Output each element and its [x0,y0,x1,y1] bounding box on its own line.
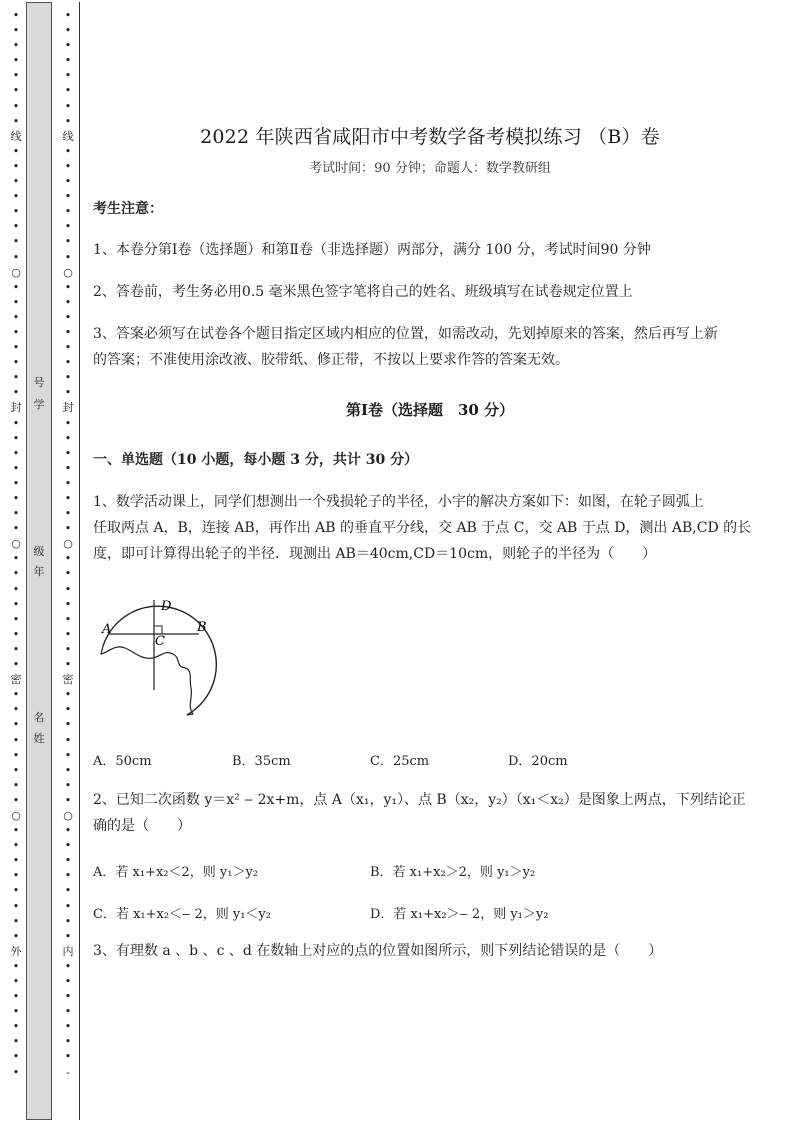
right-margin-mark-20: • [64,310,72,324]
right-margin-mark-22: • [64,341,72,355]
right-margin-mark-47: • [64,718,72,732]
notice-item-1: 1、本卷分第Ⅰ卷（选择题）和第Ⅱ卷（非选择题）两部分，满分 100 分，考试时间90 分钟 [93,242,651,258]
right-margin-mark-29: • [64,446,72,460]
q1-line-1: 1、数学活动课上，同学们想测出一个残损轮子的半径，小宇的解决方案如下：如图，在轮子圆弧上 [93,494,704,510]
right-margin-mark-49: • [64,748,72,762]
right-margin-dots [61,8,75,1118]
right-margin-mark-19: • [64,295,72,309]
right-margin-mark-42: • [64,642,72,656]
left-margin-mark-46: • [12,703,20,717]
right-margin-mark-14: • [64,220,72,234]
left-margin-mark-31: • [12,476,20,490]
right-margin-mark-6: • [64,99,72,113]
left-margin-mark-53: ○ [11,808,21,822]
right-margin-mark-27: • [64,416,72,430]
right-margin-mark-1: • [64,24,72,38]
left-margin-mark-39: • [12,597,20,611]
left-margin-mark-63: • [12,959,20,973]
left-margin-mark-3: • [12,54,20,68]
left-margin-mark-55: • [12,839,20,853]
left-margin-mark-41: • [12,627,20,641]
right-margin-mark-0: • [64,9,72,22]
left-margin-mark-9: • [12,144,20,158]
right-margin-mark-66: • [64,1005,72,1019]
right-angle-mark [154,626,162,634]
left-margin-mark-34: • [12,522,20,536]
left-margin-mark-32: • [12,492,20,505]
strip-label-nian: 年 [33,565,45,578]
right-margin-mark-56: • [64,854,72,868]
right-margin-mark-64: • [64,975,72,988]
left-margin-mark-62: 外 [10,944,22,958]
right-margin-mark-62: 内 [62,944,74,958]
left-margin-mark-23: • [12,356,20,370]
left-margin-mark-5: • [12,84,20,98]
left-margin-mark-33: • [12,507,20,521]
left-margin-mark-68: • [12,1035,20,1049]
left-margin-mark-13: • [12,205,20,219]
right-margin-mark-3: • [64,54,72,68]
left-margin-mark-43: • [12,658,20,672]
right-margin-mark-26: 封 [62,401,74,415]
broken-wheel-figure [95,598,225,723]
left-margin-mark-28: • [12,431,20,445]
right-margin-mark-9: • [64,144,72,158]
notice-heading: 考生注意： [93,201,163,217]
left-margin-mark-11: • [12,175,20,189]
left-margin-mark-44: 密 [10,673,22,687]
strip-label-hao: 号 [33,376,45,389]
left-margin-mark-25: • [12,386,20,400]
right-margin-mark-57: • [64,869,72,883]
notice-item-3-line-2: 的答案；不准使用涂改液、胶带纸、修正带，不按以上要求作答的答案无效。 [93,352,569,368]
left-margin-mark-48: • [12,733,20,747]
right-margin-mark-35: ○ [63,537,73,551]
left-margin-mark-21: • [12,325,20,339]
point-label-b: B [197,620,207,635]
left-margin-mark-14: • [12,220,20,234]
right-margin-mark-38: • [64,582,72,596]
left-margin-mark-59: • [12,899,20,913]
right-margin-mark-33: • [64,507,72,521]
left-margin-mark-49: • [12,748,20,762]
strip-label-ji: 级 [33,545,45,558]
left-margin-mark-2: • [12,39,20,53]
margin-divider-line [79,2,80,1120]
q2-option-c[interactable]: C．若 x₁+x₂＜‒ 2，则 y₁＜y₂ [93,907,271,922]
right-margin-mark-43: • [64,658,72,672]
right-margin-mark-25: • [64,386,72,400]
left-margin-mark-61: • [12,929,20,943]
right-margin-mark-59: • [64,899,72,913]
left-margin-mark-47: • [12,718,20,732]
left-margin-mark-69: • [12,1050,20,1064]
left-margin-mark-50: • [12,763,20,777]
right-margin-mark-5: • [64,84,72,98]
right-margin-mark-40: • [64,612,72,626]
q2-line-1: 2、已知二次函数 y＝x² ‒ 2x+m，点 A（x₁，y₁）、点 B（x₂，y₂）（x₁＜x₂）是图象上两点，下列结论正 [93,792,746,808]
right-margin-mark-32: • [64,492,72,505]
right-margin-mark-51: • [64,778,72,792]
left-margin-mark-4: • [12,69,20,83]
left-margin-mark-0: • [12,9,20,22]
right-margin-mark-37: • [64,567,72,581]
left-margin-mark-65: • [12,990,20,1004]
right-margin-mark-2: • [64,39,72,53]
strip-label-xue: 学 [33,398,45,411]
strip-label-ming: 名 [33,711,45,724]
right-margin-mark-31: • [64,476,72,490]
right-margin-mark-24: • [64,371,72,385]
right-margin-mark-45: • [64,688,72,702]
left-margin-mark-15: • [12,235,20,249]
q3-line-1: 3、有理数 a 、b 、c 、d 在数轴上对应的点的位置如图所示，则下列结论错误的是（ ） [93,943,663,959]
section-title: 第Ⅰ卷（选择题 30 分） [345,401,515,419]
exam-subtitle: 考试时间：90 分钟；命题人：数学教研组 [309,161,551,176]
left-margin-mark-51: • [12,778,20,792]
left-margin-mark-6: • [12,99,20,113]
q1-option-b[interactable]: B．35cm [232,754,291,769]
right-margin-mark-48: • [64,733,72,747]
q1-option-a[interactable]: A．50cm [93,754,152,769]
left-margin-mark-19: • [12,295,20,309]
left-margin-mark-52: • [12,793,20,807]
point-label-a: A [102,622,112,637]
right-margin-mark-65: • [64,990,72,1004]
left-margin-mark-16: • [12,250,20,264]
part-heading: 一、单选题（10 小题，每小题 3 分，共计 30 分） [93,452,419,468]
left-margin-mark-54: • [12,824,20,838]
right-margin-mark-39: • [64,597,72,611]
right-margin-mark-21: • [64,325,72,339]
right-margin-mark-30: • [64,461,72,475]
notice-item-2: 2、答卷前，考生务必用0.5 毫米黑色签字笔将自己的姓名、班级填写在试卷规定位置上 [93,284,633,300]
right-margin-mark-69: • [64,1050,72,1064]
left-margin-mark-67: • [12,1020,20,1034]
left-margin-mark-30: • [12,461,20,475]
left-margin-mark-60: • [12,914,20,928]
right-margin-mark-70: - [66,1065,70,1079]
left-margin-mark-57: • [12,869,20,883]
q2-option-b[interactable]: B．若 x₁+x₂＞2，则 y₁＞y₂ [370,865,536,880]
left-margin-mark-56: • [12,854,20,868]
right-margin-mark-60: • [64,914,72,928]
point-label-c: C [155,634,165,649]
left-margin-mark-24: • [12,371,20,385]
q2-option-a[interactable]: A．若 x₁+x₂＜2，则 y₁＞y₂ [93,865,259,880]
broken-edge [101,646,193,715]
left-margin-mark-12: • [12,190,20,204]
right-margin-mark-12: • [64,190,72,204]
right-margin-mark-23: • [64,356,72,370]
q2-option-d[interactable]: D．若 x₁+x₂＞‒ 2，则 y₁＞y₂ [370,907,549,922]
left-margin-dots [9,8,23,1118]
strip-label-xing: 姓 [33,732,45,745]
left-margin-mark-45: • [12,688,20,702]
left-margin-mark-38: • [12,582,20,596]
right-margin-mark-53: ○ [63,808,73,822]
right-margin-mark-54: • [64,824,72,838]
right-margin-mark-17: ○ [63,265,73,279]
right-margin-mark-41: • [64,627,72,641]
q1-line-2: 任取两点 A，B，连接 AB，再作出 AB 的垂直平分线，交 AB 于点 C，交 AB 于点 D，测出 AB,CD 的长 [93,520,752,536]
left-margin-mark-22: • [12,341,20,355]
left-margin-mark-18: • [12,280,20,294]
right-margin-mark-58: • [64,884,72,898]
exam-title: 2022 年陕西省咸阳市中考数学备考模拟练习 （B）卷 [200,126,660,148]
left-margin-mark-20: • [12,310,20,324]
student-info-strip [26,2,52,1120]
left-margin-mark-64: • [12,975,20,988]
left-margin-mark-37: • [12,567,20,581]
right-margin-mark-63: • [64,959,72,973]
q2-line-2: 确的是（ ） [93,818,191,834]
q1-option-c[interactable]: C．25cm [370,754,430,769]
right-margin-mark-68: • [64,1035,72,1049]
right-margin-mark-67: • [64,1020,72,1034]
q1-option-d[interactable]: D．20cm [508,754,568,769]
left-margin-mark-70: • [12,1065,20,1079]
left-margin-mark-36: • [12,552,20,566]
right-margin-mark-34: • [64,522,72,536]
right-margin-mark-28: • [64,431,72,445]
right-margin-mark-46: • [64,703,72,717]
right-margin-mark-44: 密 [62,673,74,687]
left-margin-mark-1: • [12,24,20,38]
left-margin-mark-42: • [12,642,20,656]
right-margin-mark-13: • [64,205,72,219]
left-margin-mark-27: • [12,416,20,430]
q1-line-3: 度，即可计算得出轮子的半径．现测出 AB＝40cm,CD＝10cm，则轮子的半径为（ ） [93,546,657,562]
right-margin-mark-7: • [64,114,72,128]
left-margin-mark-40: • [12,612,20,626]
left-margin-mark-58: • [12,884,20,898]
right-margin-mark-15: • [64,235,72,249]
left-margin-mark-17: ○ [11,265,21,279]
right-margin-mark-8: 线 [62,129,74,143]
left-margin-mark-66: • [12,1005,20,1019]
right-margin-mark-61: • [64,929,72,943]
right-margin-mark-50: • [64,763,72,777]
right-margin-mark-10: • [64,159,72,173]
left-margin-mark-26: 封 [10,401,22,415]
right-margin-mark-36: • [64,552,72,566]
left-margin-mark-10: • [12,159,20,173]
right-margin-mark-4: • [64,69,72,83]
right-margin-mark-52: • [64,793,72,807]
right-margin-mark-18: • [64,280,72,294]
left-margin-mark-8: 线 [10,129,22,143]
right-margin-mark-16: • [64,250,72,264]
point-label-d: D [161,599,172,614]
left-margin-mark-29: • [12,446,20,460]
left-margin-mark-35: ○ [11,537,21,551]
right-margin-mark-55: • [64,839,72,853]
left-margin-mark-7: • [12,114,20,128]
notice-item-3-line-1: 3、答案必须写在试卷各个题目指定区域内相应的位置，如需改动，先划掉原来的答案，然后再写上新 [93,326,718,342]
right-margin-mark-11: • [64,175,72,189]
